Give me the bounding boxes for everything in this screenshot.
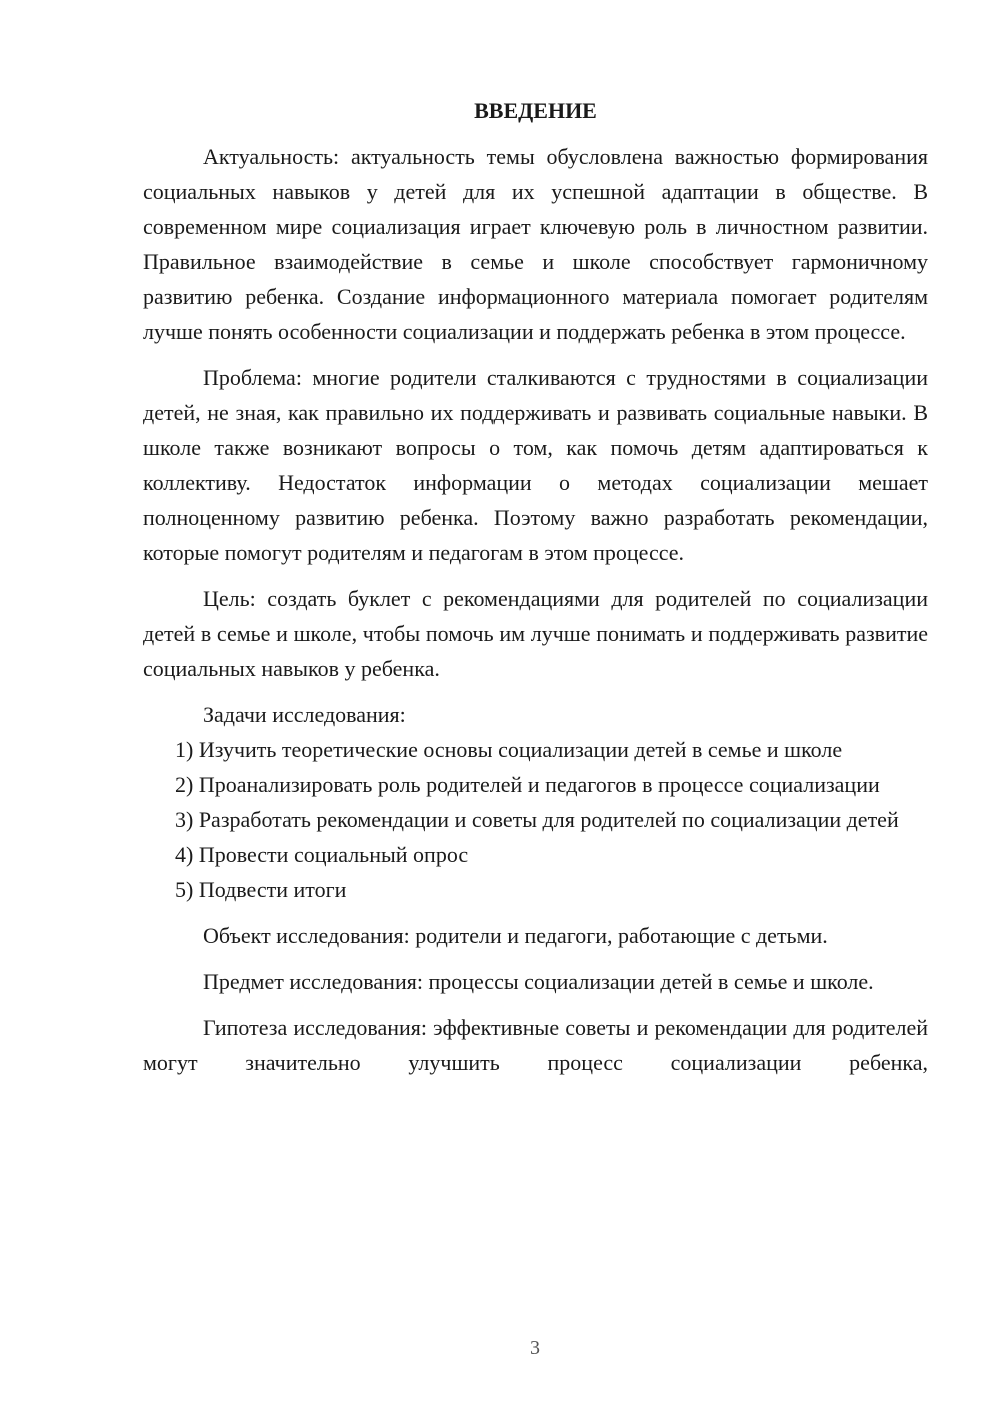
task-item-4: 4) Провести социальный опрос [175,842,469,867]
page-number: 3 [530,1337,540,1359]
task-item-5: 5) Подвести итоги [175,877,347,902]
tasks-heading: Задачи исследования: [203,702,406,727]
section-title: ВВЕДЕНИЕ [474,98,597,123]
paragraph-hypothesis: Гипотеза исследования: эффективные советы и рекомендации для родителей могут значительно улучшить процесс социализации ребенка, [143,1015,928,1075]
paragraph-goal: Цель: создать буклет с рекомендациями для родителей по социализации детей в семье и школе, чтобы помочь им лучше понимать и поддерживать развитие социальных навыков у ребенка. [143,586,928,681]
paragraph-relevance: Актуальность: актуальность темы обусловлена важностью формирования социальных навыков у детей для их успешной адаптации в обществе. В современном мире социализация играет ключевую роль в личностном развитии. Правильное взаимодействие в семье и школе способствует гармоничному развитию ребенка. Создание информационного материала помогает родителям лучше понять особенности социализации и поддержать ребенка в этом процессе. [143,144,928,344]
paragraph-object: Объект исследования: родители и педагоги, работающие с детьми. [203,923,828,948]
page-content [143,93,928,1080]
paragraph-problem: Проблема: многие родители сталкиваются с трудностями в социализации детей, не зная, как правильно их поддерживать и развивать социальные навыки. В школе также возникают вопросы о том, как помочь детям адаптироваться к коллективу. Недостаток информации о методах социализации мешает полноценному развитию ребенка. Поэтому важно разработать рекомендации, которые помогут родителям и педагогам в этом процессе. [143,365,928,565]
task-item-3: 3) Разработать рекомендации и советы для родителей по социализации детей [175,807,899,832]
paragraph-subject: Предмет исследования: процессы социализации детей в семье и школе. [203,969,874,994]
task-item-1: 1) Изучить теоретические основы социализации детей в семье и школе [175,737,843,762]
tasks-list [143,732,928,907]
task-item-2: 2) Проанализировать роль родителей и педагогов в процессе социализации [175,772,880,797]
